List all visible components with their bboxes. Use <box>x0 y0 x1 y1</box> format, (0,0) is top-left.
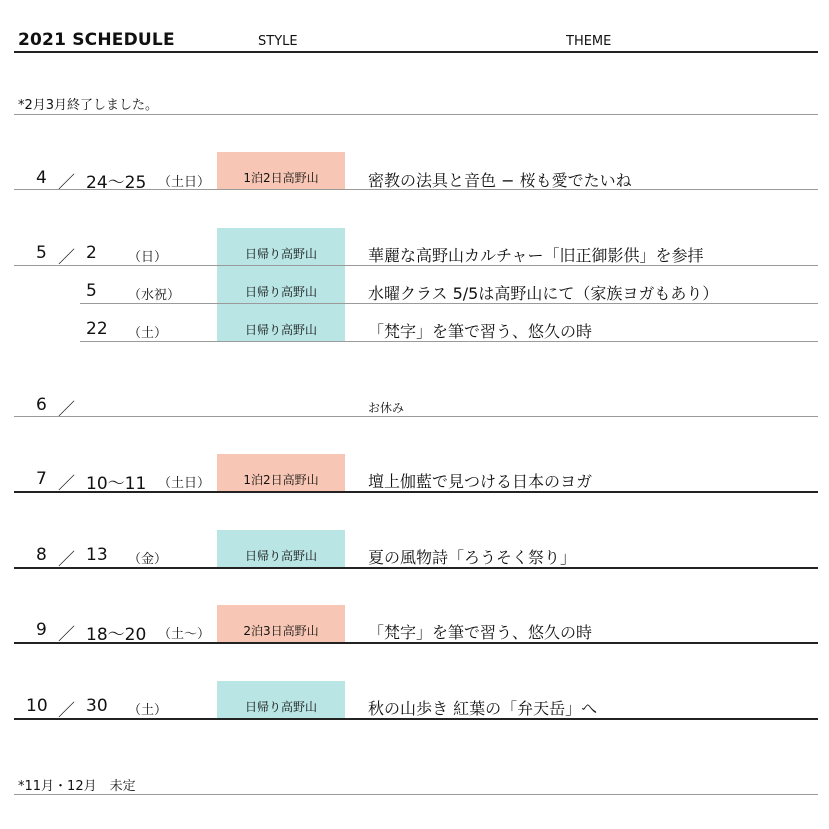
day-may-22: 22 <box>86 319 108 339</box>
month-apr: 4 <box>36 168 47 188</box>
weekday-jul: （土日） <box>158 476 211 491</box>
slash-may: ／ <box>58 248 75 268</box>
weekday-may-22: （土） <box>128 326 168 341</box>
day-jul: 10～11 <box>86 474 147 494</box>
month-sep: 9 <box>36 620 47 640</box>
day-may-2: 2 <box>86 243 97 263</box>
style-column-header: STYLE <box>258 34 298 49</box>
slash-oct: ／ <box>58 701 75 721</box>
style-badge-aug: 日帰り高野山 <box>217 530 345 568</box>
row-divider-sep <box>14 642 818 644</box>
row-divider-may-2 <box>14 265 818 266</box>
row-divider-apr <box>14 189 818 190</box>
slash-jun: ／ <box>58 400 75 420</box>
slash-apr: ／ <box>58 173 75 193</box>
day-sep: 18～20 <box>86 625 147 645</box>
theme-may-22: 「梵字」を筆で習う、悠久の時 <box>368 322 593 341</box>
theme-may-5: 水曜クラス 5/5は高野山にて（家族ヨガもあり） <box>368 284 719 303</box>
theme-oct: 秋の山歩き 紅葉の「弁天岳」へ <box>368 699 598 718</box>
row-divider-jun <box>14 416 818 417</box>
theme-aug: 夏の風物詩「ろうそく祭り」 <box>368 548 577 567</box>
style-badge-sep: 2泊3日高野山 <box>217 605 345 643</box>
day-may-5: 5 <box>86 281 97 301</box>
note-divider <box>14 114 818 115</box>
row-divider-may-5 <box>80 303 818 304</box>
weekday-may-2: （日） <box>128 250 168 265</box>
row-divider-oct <box>14 718 818 720</box>
month-may: 5 <box>36 243 47 263</box>
month-jun: 6 <box>36 395 47 415</box>
row-divider-aug <box>14 567 818 569</box>
weekday-oct: （土） <box>128 703 168 718</box>
style-badge-may-2: 日帰り高野山 <box>217 228 345 266</box>
day-oct: 30 <box>86 696 108 716</box>
weekday-sep: （土～） <box>158 627 211 642</box>
note-finished: *2月3月終了しました。 <box>18 98 159 113</box>
weekday-may-5: （水祝） <box>128 288 181 303</box>
slash-jul: ／ <box>58 474 75 494</box>
style-badge-jul: 1泊2日高野山 <box>217 454 345 492</box>
page-title: 2021 SCHEDULE <box>18 30 175 50</box>
weekday-aug: （金） <box>128 552 168 567</box>
theme-apr: 密教の法具と音色 − 桜も愛でたいね <box>368 171 632 190</box>
slash-aug: ／ <box>58 550 75 570</box>
header-divider <box>14 51 818 53</box>
day-aug: 13 <box>86 545 108 565</box>
style-badge-apr: 1泊2日高野山 <box>217 152 345 190</box>
theme-jul: 壇上伽藍で見つける日本のヨガ <box>368 472 593 491</box>
style-badge-may-5: 日帰り高野山 <box>217 266 345 304</box>
bottom-divider <box>14 794 818 795</box>
month-oct: 10 <box>26 696 48 716</box>
month-aug: 8 <box>36 545 47 565</box>
day-apr: 24～25 <box>86 173 147 193</box>
theme-sep: 「梵字」を筆で習う、悠久の時 <box>368 623 593 642</box>
note-undecided: *11月・12月 未定 <box>18 779 136 794</box>
theme-may-2: 華麗な高野山カルチャー「旧正御影供」を参拝 <box>368 246 704 265</box>
slash-sep: ／ <box>58 625 75 645</box>
style-badge-oct: 日帰り高野山 <box>217 681 345 719</box>
row-divider-jul <box>14 491 818 493</box>
theme-column-header: THEME <box>566 34 612 49</box>
month-jul: 7 <box>36 469 47 489</box>
style-badge-may-22: 日帰り高野山 <box>217 304 345 342</box>
row-divider-may-22 <box>80 341 818 342</box>
theme-jun: お休み <box>368 401 405 415</box>
weekday-apr: （土日） <box>158 175 211 190</box>
